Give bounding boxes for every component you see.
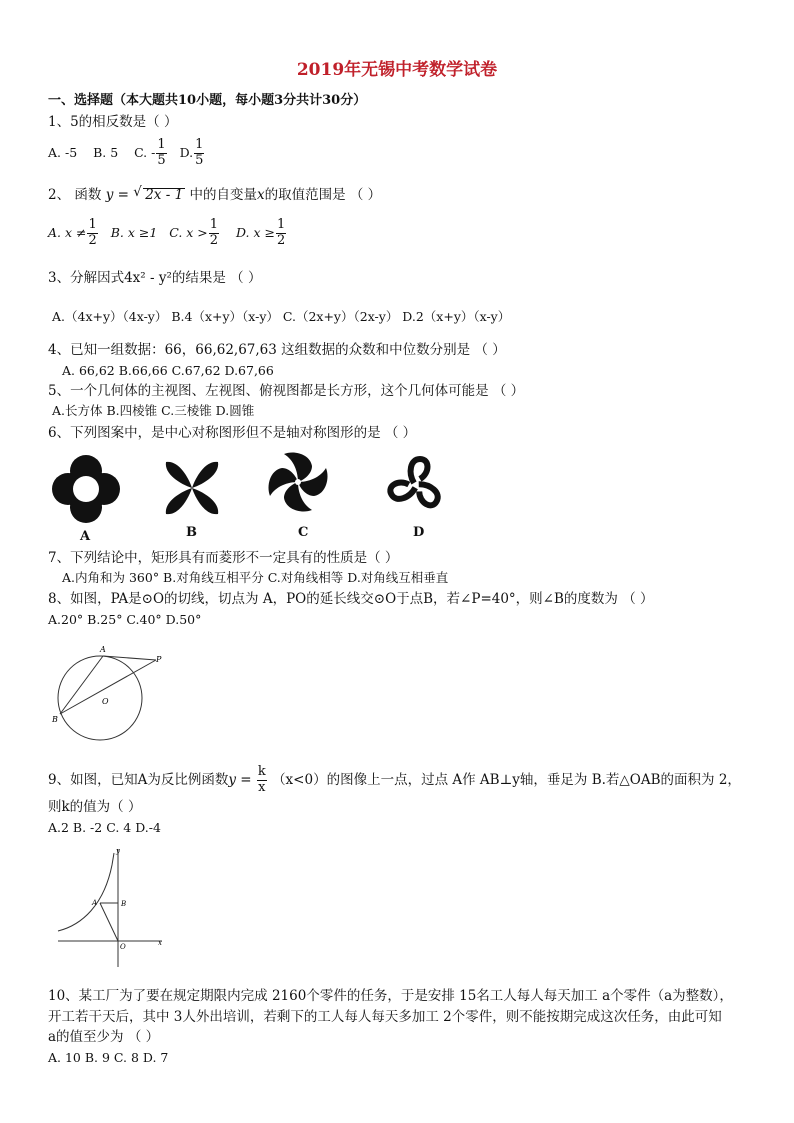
figure-c-shape (266, 450, 330, 514)
question-7-stem: 7、下列结论中，矩形具有而菱形不一定具有的性质是（ ） (48, 550, 399, 566)
question-5-stem: 5、一个几何体的主视图、左视图、俯视图都是长方形，这个几何体可能是 （ ） (48, 383, 525, 399)
figure-d-shape (382, 453, 450, 517)
question-9-stem: 9、如图，已知A为反比例函数y = $\frac{k}{x}$ （x<0）的图像上一点，过点 A作 AB⊥y轴，垂足为 B.若△OAB的面积为 2， (48, 764, 741, 795)
q1-option-b: B. 5 (93, 144, 119, 160)
figure-b-label: B (186, 525, 197, 540)
question-6-stem: 6、下列图案中，是中心对称图形但不是轴对称图形的是 （ ） (48, 425, 417, 441)
question-4-stem: 4、已知一组数据：66，66,62,67,63 这组数据的众数和中位数分别是 （ ） (48, 342, 506, 358)
question-10-options: A. 10 B. 9 C. 8 D. 7 (48, 1050, 169, 1065)
page-title: 2019年无锡中考数学试卷 (296, 60, 498, 80)
q2-option-d: D. x ≥ $\frac{1}{2}$ (235, 217, 286, 248)
figure-d-label: D (413, 525, 425, 540)
question-2-options (48, 218, 287, 249)
q1-option-c: C. - $\frac{1}{5}$ (134, 137, 166, 168)
q9-point-b: B (121, 900, 127, 908)
q9-axis-x: x (158, 939, 162, 947)
q1-option-a: A. -5 (48, 144, 78, 160)
question-9-options: A.2 B. -2 C. 4 D.-4 (48, 820, 161, 835)
question-8-stem: 8、如图，PA是⊙O的切线，切点为 A，PO的延长线交⊙O于点B，若∠P=40°，则∠B的度数为 （ ） (48, 591, 654, 607)
section-heading: 一、选择题（本大题共10小题，每小题3分共计30分） (48, 93, 367, 108)
question-2-stem: 2、 函数 y = √ 2x - 1 中的自变量x的取值范围是 （ ） (48, 184, 382, 203)
sqrt-expression: √ 2x - 1 (133, 184, 184, 203)
q2-option-c: C. x > $\frac{1}{2}$ (169, 217, 219, 248)
q8-point-o: O (102, 697, 109, 706)
question-4-options: A. 66,62 B.66,66 C.67,62 D.67,66 (62, 363, 274, 378)
question-10-line-2: 开工若干天后，其中 3人外出培训，若剩下的工人每人每天多加工 2个零件，则不能按期完成这次任务，由此可知 (48, 1009, 722, 1025)
figure-b-shape (162, 458, 222, 518)
question-1-options (48, 138, 205, 169)
question-10-line-3: a的值至少为 （ ） (48, 1029, 160, 1045)
question-3-options: A.（4x+y）（4x-y） B.4（x+y）（x-y） C.（2x+y）（2x-y） D.2（x+y）（x-y） (52, 309, 511, 324)
question-1-stem: 1、5的相反数是（ ） (48, 114, 178, 130)
q9-axis-y: y (116, 847, 120, 855)
q8-circle-diagram (48, 640, 168, 730)
q9-point-a: A (92, 899, 98, 907)
figure-a-shape (52, 455, 120, 523)
question-10-line-1: 10、某工厂为了要在规定期限内完成 2160个零件的任务，于是安排 15名工人每人每天加工 a个零件（a为整数）， (48, 988, 733, 1004)
q2-option-b: B. x ≥1 (110, 224, 158, 240)
question-8-options: A.20° B.25° C.40° D.50° (48, 612, 202, 627)
question-7-options: A.内角和为 360° B.对角线互相平分 C.对角线相等 D.对角线互相垂直 (62, 570, 449, 585)
q9-origin-o: O (120, 943, 126, 951)
question-3-stem: 3、分解因式4x² - y²的结果是 （ ） (48, 270, 262, 286)
figure-a-label: A (80, 529, 91, 544)
figure-c-label: C (298, 525, 309, 540)
q8-point-b: B (52, 715, 58, 724)
q9-graph-diagram (52, 845, 172, 970)
q8-point-a: A (100, 645, 106, 654)
q1-option-d: D. $\frac{1}{5}$ (179, 137, 204, 168)
question-5-options: A.长方体 B.四棱锥 C.三棱锥 D.圆锥 (52, 403, 255, 418)
q8-point-p: P (156, 655, 162, 664)
question-9-line-2: 则k的值为（ ） (48, 799, 142, 815)
q2-option-a: A. x ≠ $\frac{1}{2}$ (48, 217, 97, 248)
